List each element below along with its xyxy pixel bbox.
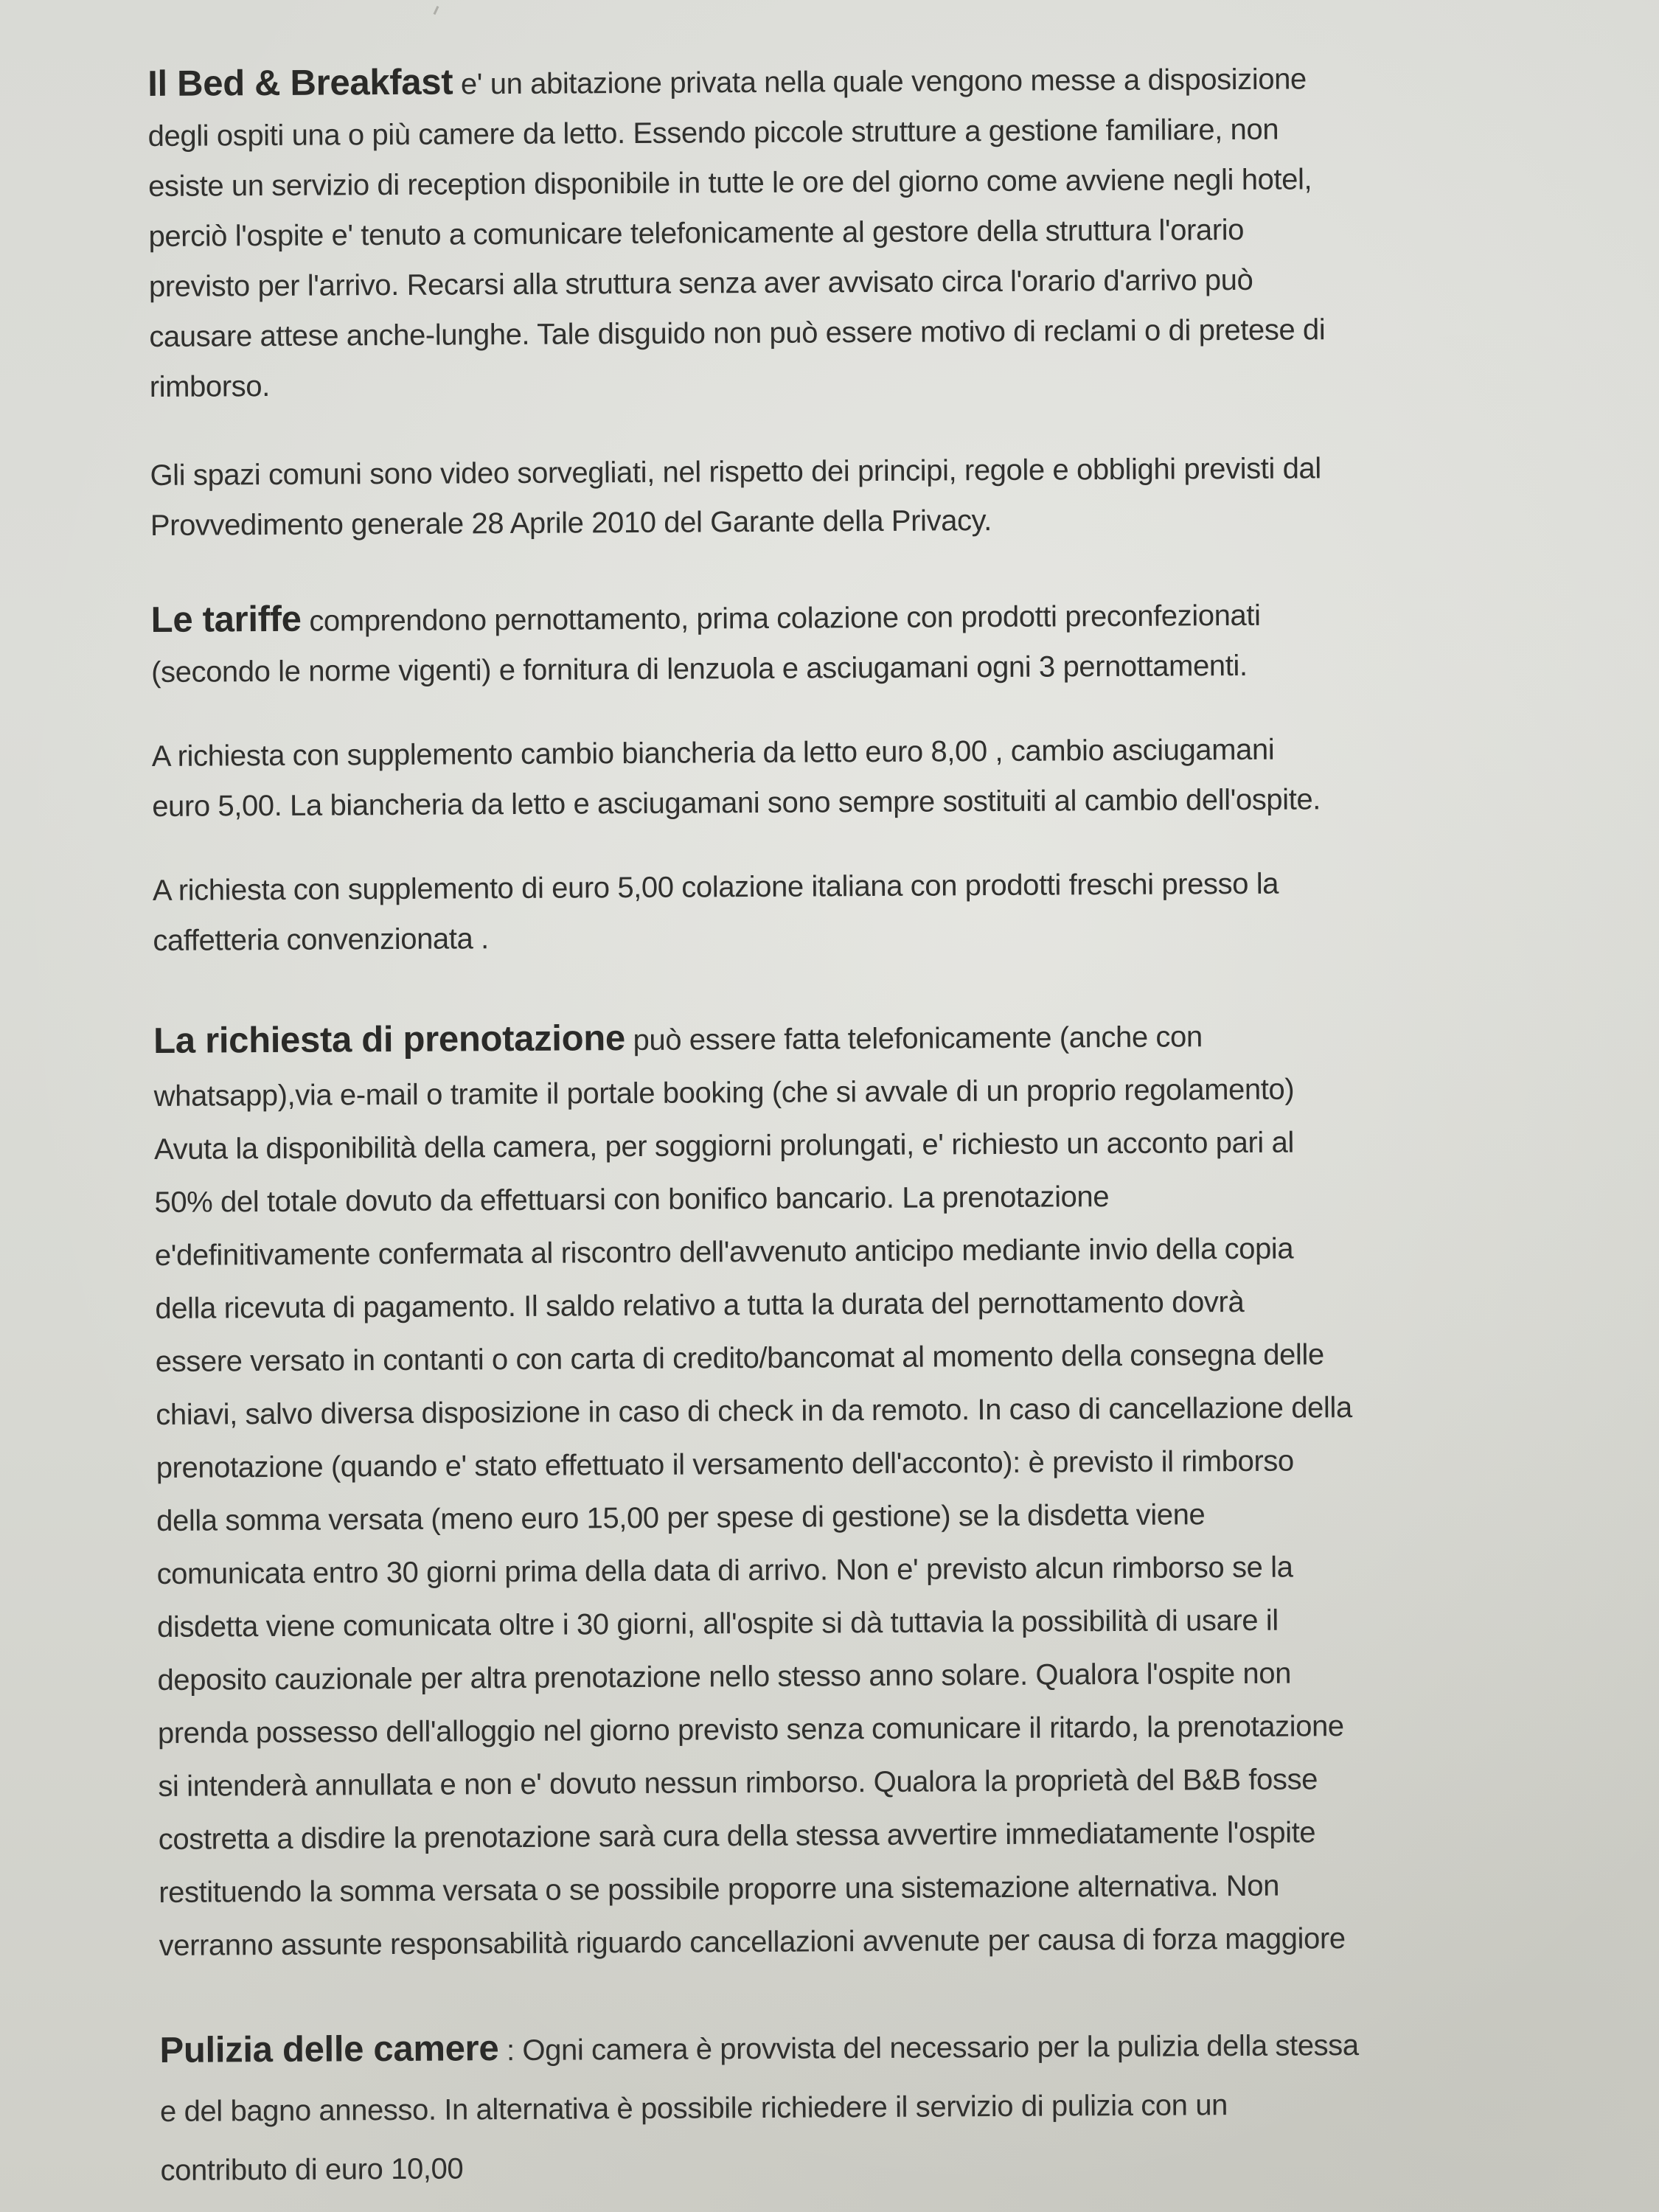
text-line: verranno assunte responsabilità riguardo cancellazioni avvenute per causa di forza maggiore: [159, 1922, 1346, 1962]
text-line: deposito cauzionale per altra prenotazione nello stesso anno solare. Qualora l'ospite non: [157, 1657, 1292, 1697]
text-line: caffetteria convenzionata .: [153, 922, 489, 957]
text-line: euro 5,00. La biancheria da letto e asciugamani sono sempre sostituiti al cambio dell'ospite.: [152, 783, 1321, 823]
text-line: previsto per l'arrivo. Recarsi alla struttura senza aver avvisato circa l'orario d'arrivo può: [148, 263, 1253, 303]
paragraph-bed-and-breakfast: [147, 50, 1595, 412]
paragraph-tariffs: [151, 586, 1597, 698]
paragraph-breakfast-supplement: [153, 857, 1599, 966]
paragraph-lead-heading: Le tariffe: [150, 599, 302, 640]
text-line: esiste un servizio di reception disponibile in tutte le ore del giorno come avviene negli hotel,: [147, 163, 1312, 203]
text-line: causare attese anche-lunghe. Tale disguido non può essere motivo di reclami o di pretese di: [149, 313, 1326, 353]
text-line: prenotazione (quando e' stato effettuato il versamento dell'acconto): è previsto il rimborso: [156, 1444, 1294, 1484]
text-line: della ricevuta di pagamento. Il saldo relativo a tutta la durata del pernottamento dovrà: [155, 1285, 1245, 1325]
text-line: A richiesta con supplemento cambio biancheria da letto euro 8,00 , cambio asciugamani: [151, 733, 1275, 773]
paragraph-lead-heading: Il Bed & Breakfast: [147, 62, 453, 104]
house-rules-document: [147, 43, 1606, 2200]
text-line: costretta a disdire la prenotazione sarà cura della stessa avvertire immediatamente l'ospite: [158, 1816, 1316, 1856]
text-line: rimborso.: [149, 369, 271, 403]
text-line: degli ospiti una o più camere da letto. Essendo piccole strutture a gestione familiare, non: [147, 113, 1279, 153]
text-line: perciò l'ospite e' tenuto a comunicare telefonicamente al gestore della struttura l'orario: [148, 213, 1245, 253]
text-line: e'definitivamente confermata al riscontro dell'avvenuto anticipo mediante invio della copia: [154, 1232, 1294, 1272]
text-line: si intenderà annullata e non e' dovuto nessun rimborso. Qualora la proprietà del B&B fosse: [158, 1763, 1318, 1803]
text-line: e del bagno annesso. In alternativa è possibile richiedere il servizio di pulizia con un: [159, 2089, 1228, 2128]
text-line: 50% del totale dovuto da effettuarsi con bonifico bancario. La prenotazione: [154, 1180, 1110, 1219]
text-line: chiavi, salvo diversa disposizione in caso di check in da remoto. In caso di cancellazione della: [156, 1391, 1352, 1431]
paper-mark: [434, 6, 439, 15]
paragraph-lead-heading: La richiesta di prenotazione: [153, 1018, 625, 1061]
text-line: restituendo la somma versata o se possibile proporre una sistemazione alternativa. Non: [159, 1869, 1280, 1909]
text-line: essere versato in contanti o con carta di credito/bancomat al momento della consegna delle: [155, 1338, 1324, 1378]
text-line: contributo di euro 10,00: [160, 2152, 464, 2187]
text-line: disdetta viene comunicata oltre i 30 giorni, all'ospite si dà tuttavia la possibilità di usare il: [156, 1604, 1279, 1644]
paragraph-room-cleaning: [159, 2012, 1605, 2200]
text-line: A richiesta con supplemento di euro 5,00 colazione italiana con prodotti freschi presso la: [152, 867, 1279, 907]
text-line: Pulizia delle camere : Ogni camera è provvista del necessario per la pulizia della stessa: [159, 2028, 1359, 2070]
text-line: Gli spazi comuni sono video sorvegliati, nel rispetto dei principi, regole e obblighi previsti dal: [150, 452, 1321, 492]
text-line: della somma versata (meno euro 15,00 per spese di gestione) se la disdetta viene: [156, 1498, 1206, 1537]
text-line: comunicata entro 30 giorni prima della data di arrivo. Non e' previsto alcun rimborso se la: [156, 1551, 1293, 1590]
text-line: Il Bed & Breakfast e' un abitazione privata nella quale vengono messe a disposizione: [147, 62, 1307, 104]
paragraph-video-surveillance: [150, 442, 1596, 551]
text-line: whatsapp),via e-mail o tramite il portale booking (che si avvale di un proprio regolamento): [153, 1073, 1295, 1113]
text-line: Provvedimento generale 28 Aprile 2010 del Garante della Privacy.: [150, 504, 992, 542]
text-line: (secondo le norme vigenti) e fornitura di lenzuola e asciugamani ogni 3 pernottamenti.: [151, 649, 1248, 689]
text-line: prenda possesso dell'alloggio nel giorno previsto senza comunicare il ritardo, la prenotazione: [157, 1710, 1344, 1750]
text-line: La richiesta di prenotazione può essere fatta telefonicamente (anche con: [153, 1018, 1203, 1061]
paragraph-booking-request: [153, 1006, 1604, 1972]
text-line: Le tariffe comprendono pernottamento, prima colazione con prodotti preconfezionati: [150, 599, 1261, 640]
paragraph-linen-supplement: [152, 723, 1598, 832]
paragraph-lead-heading: Pulizia delle camere: [159, 2028, 499, 2070]
text-line: Avuta la disponibilità della camera, per soggiorni prolungati, e' richiesto un acconto pari al: [153, 1126, 1294, 1166]
